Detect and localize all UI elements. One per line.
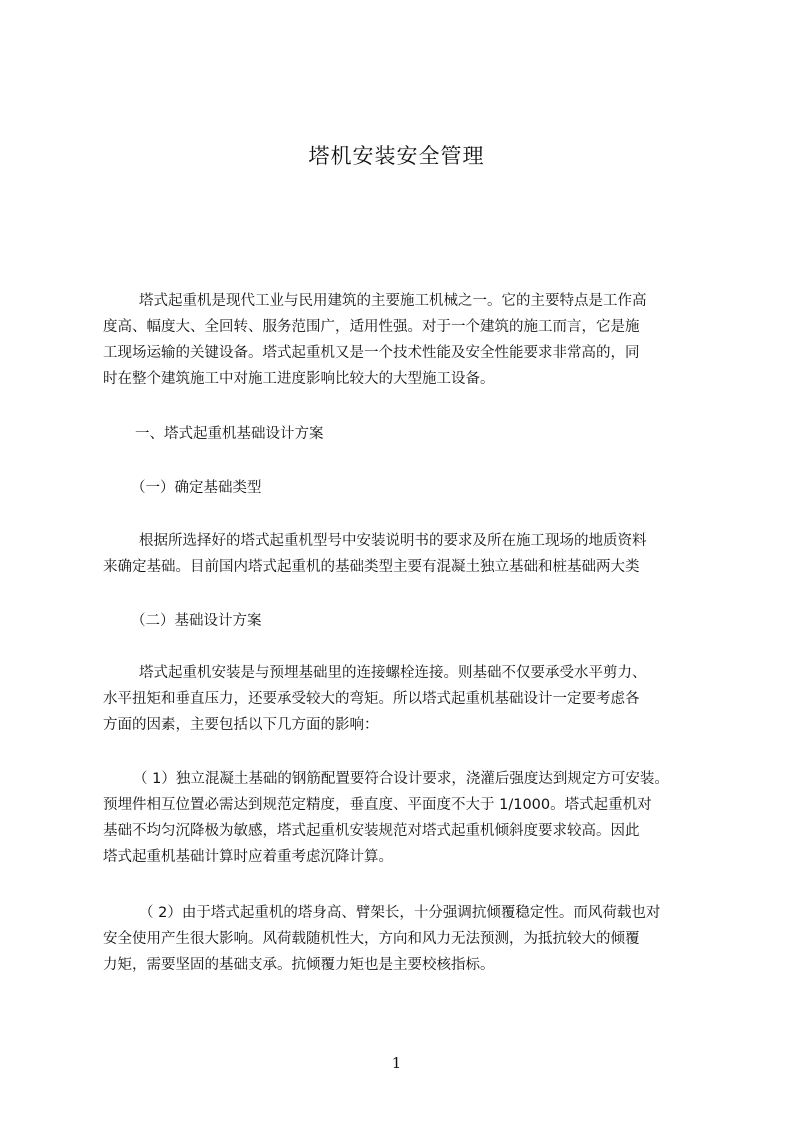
paragraph-line: 来确定基础。目前国内塔式起重机的基础类型主要有混凝土独立基础和桩基础两大类 <box>103 559 640 575</box>
paragraph-line: （ 1）独立混凝土基础的钢筋配置要符合设计要求，浇灌后强度达到规定方可安装。 <box>133 771 669 787</box>
page-number: 1 <box>391 1054 402 1072</box>
paragraph-line: 塔式起重机安装是与预埋基础里的连接螺栓连接。则基础不仅要承受水平剪力、 <box>139 665 647 681</box>
paragraph-line: 水平扭矩和垂直压力，还要承受较大的弯矩。所以塔式起重机基础设计一定要考虑各 <box>103 691 640 707</box>
paragraph-line: 基础不均匀沉降极为敏感，塔式起重机安装规范对塔式起重机倾斜度要求较高。因此 <box>103 823 640 839</box>
paragraph-line: 力矩，需要坚固的基础支承。抗倾覆力矩也是主要校核指标。 <box>103 957 495 973</box>
document-title: 塔机安装安全管理 <box>308 144 485 168</box>
subsection-paragraph <box>103 660 701 738</box>
paragraph-line: 塔式起重机基础计算时应着重考虑沉降计算。 <box>103 849 393 865</box>
paragraph-line: 根据所选择好的塔式起重机型号中安装说明书的要求及所在施工现场的地质资料 <box>139 533 647 549</box>
paragraph-line: 度高、幅度大、全回转、服务范围广，适用性强。对于一个建筑的施工而言，它是施 <box>103 319 640 335</box>
intro-paragraph <box>103 288 701 392</box>
subsection-heading: （二）基础设计方案 <box>131 613 262 629</box>
point-paragraph <box>103 766 701 870</box>
subsection-paragraph <box>103 528 701 580</box>
point-paragraph <box>103 900 701 978</box>
section-heading: 一、塔式起重机基础设计方案 <box>135 426 324 442</box>
paragraph-line: 时在整个建筑施工中对施工进度影响比较大的大型施工设备。 <box>103 371 495 387</box>
paragraph-line: （ 2）由于塔式起重机的塔身高、臂架长，十分强调抗倾覆稳定性。而风荷载也对 <box>139 905 661 921</box>
paragraph-line: 安全使用产生很大影响。风荷载随机性大，方向和风力无法预测，为抵抗较大的倾覆 <box>103 931 640 947</box>
paragraph-line: 工现场运输的关键设备。塔式起重机又是一个技术性能及安全性能要求非常高的，同 <box>103 345 640 361</box>
paragraph-line: 预埋件相互位置必需达到规范定精度，垂直度、平面度不大于 1/1000。塔式起重机对 <box>103 797 652 813</box>
subsection-heading: （一）确定基础类型 <box>131 480 262 496</box>
paragraph-line: 塔式起重机是现代工业与民用建筑的主要施工机械之一。它的主要特点是工作高 <box>139 293 647 309</box>
paragraph-line: 方面的因素，主要包括以下几方面的影响： <box>103 717 379 733</box>
